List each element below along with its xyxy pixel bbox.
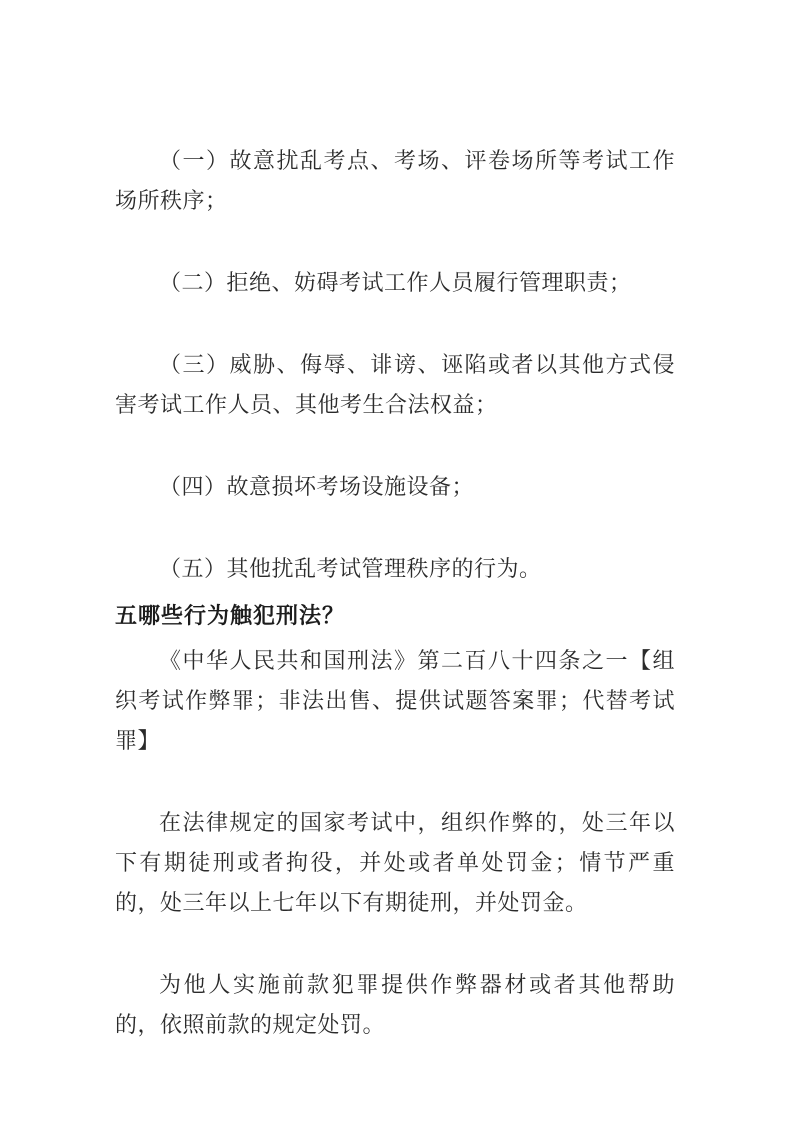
rule-item-1: （一）故意扰乱考点、考场、评卷场所等考试工作场所秩序； (115, 148, 675, 213)
section-heading: 五哪些行为触犯刑法？ (115, 603, 346, 628)
rule-item-2: （二）拒绝、妨碍考试工作人员履行管理职责； (159, 270, 632, 295)
law-penalty-paragraph: 在法律规定的国家考试中，组织作弊的，处三年以下有期徒刑或者拘役，并处或者单处罚金；情节严重的，处三年以上七年以下有期徒刑，并处罚金。 (115, 810, 675, 915)
law-citation-paragraph: 《中华人民共和国刑法》第二百八十四条之一【组织考试作弊罪；非法出售、提供试题答案罪；代替考试罪】 (115, 648, 675, 753)
law-accomplice-paragraph: 为他人实施前款犯罪提供作弊器材或者其他帮助的，依照前款的规定处罚。 (115, 972, 675, 1037)
rule-item-4: （四）故意损坏考场设施设备； (159, 474, 475, 499)
rule-item-3: （三）威胁、侮辱、诽谤、诬陷或者以其他方式侵害考试工作人员、其他考生合法权益； (115, 352, 675, 417)
rule-item-5: （五）其他扰乱考试管理秩序的行为。 (159, 556, 542, 581)
